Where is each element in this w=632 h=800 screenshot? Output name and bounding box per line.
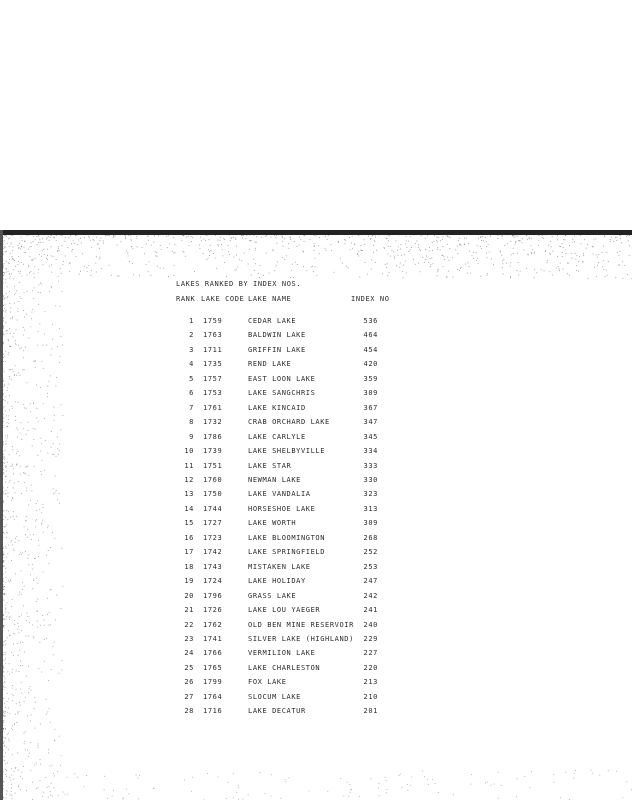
lake-name-cell: LAKE VANDALIA — [248, 490, 311, 499]
table-row — [0, 331, 632, 343]
rank-cell: 28 — [184, 707, 194, 716]
rank-cell: 27 — [184, 692, 194, 701]
table-row — [0, 563, 632, 575]
rank-cell: 8 — [189, 418, 194, 427]
index-no-cell: 201 — [363, 707, 378, 716]
index-no-cell: 210 — [363, 692, 378, 701]
lake-name-cell: HORSESHOE LAKE — [248, 504, 316, 513]
rank-cell: 14 — [184, 504, 194, 513]
index-no-cell: 309 — [363, 389, 378, 398]
index-no-cell: 347 — [363, 418, 378, 427]
rank-cell: 25 — [184, 663, 194, 672]
index-no-cell: 309 — [363, 519, 378, 528]
rank-cell: 15 — [184, 519, 194, 528]
table-row — [0, 548, 632, 560]
table-row — [0, 433, 632, 445]
lake-name-cell: LAKE BLOOMINGTON — [248, 533, 326, 542]
lake-name-cell: LAKE KINCAID — [248, 403, 306, 412]
table-row — [0, 447, 632, 459]
index-no-cell: 268 — [363, 533, 378, 542]
lake-code-cell: 1727 — [203, 519, 223, 528]
index-no-cell: 313 — [363, 504, 378, 513]
lake-name-cell: BALDWIN LAKE — [248, 331, 306, 340]
lake-code-cell: 1759 — [203, 317, 223, 325]
lake-code-cell: 1796 — [203, 591, 223, 600]
report-title: LAKES RANKED BY INDEX NOS. — [176, 280, 302, 288]
lake-code-cell: 1761 — [203, 403, 223, 412]
lake-name-cell: CRAB ORCHARD LAKE — [248, 418, 330, 427]
lake-code-cell: 1757 — [203, 374, 223, 383]
rank-cell: 1 — [189, 317, 194, 325]
index-no-cell: 359 — [363, 374, 378, 383]
rank-cell: 19 — [184, 577, 194, 586]
lake-name-cell: GRIFFIN LAKE — [248, 345, 306, 354]
table-row — [0, 693, 632, 705]
index-no-cell: 241 — [363, 606, 378, 614]
lake-code-cell: 1765 — [203, 663, 223, 672]
rank-cell: 7 — [189, 403, 194, 412]
rank-cell: 23 — [184, 634, 194, 643]
rank-cell: 3 — [189, 345, 194, 354]
index-no-cell: 252 — [363, 548, 378, 557]
header-rank: RANK — [176, 295, 196, 303]
rank-cell: 16 — [184, 533, 194, 542]
lake-code-cell: 1763 — [203, 331, 223, 340]
rank-cell: 9 — [189, 432, 194, 441]
table-row — [0, 490, 632, 502]
index-no-cell: 240 — [363, 620, 378, 629]
lake-name-cell: LAKE SHELBYVILLE — [248, 447, 326, 455]
index-no-cell: 227 — [363, 649, 378, 658]
header-lake-name: LAKE NAME — [248, 295, 292, 303]
rank-cell: 13 — [184, 490, 194, 499]
index-no-cell: 333 — [363, 461, 378, 470]
rank-cell: 5 — [189, 374, 194, 383]
index-no-cell: 536 — [363, 317, 378, 325]
lake-code-cell: 1735 — [203, 360, 223, 369]
lake-name-cell: GRASS LAKE — [248, 591, 297, 600]
table-row — [0, 678, 632, 690]
table-row — [0, 404, 632, 416]
lake-code-cell: 1716 — [203, 707, 223, 716]
table-row — [0, 505, 632, 517]
lake-code-cell: 1760 — [203, 475, 223, 484]
lake-name-cell: LAKE DECATUR — [248, 707, 306, 716]
lake-code-cell: 1743 — [203, 562, 223, 571]
lake-name-cell: LAKE CARLYLE — [248, 432, 306, 441]
rank-cell: 6 — [189, 389, 194, 398]
index-no-cell: 420 — [363, 360, 378, 369]
lake-code-cell: 1739 — [203, 447, 223, 455]
table-row — [0, 606, 632, 618]
lake-code-cell: 1750 — [203, 490, 223, 499]
lake-name-cell: FOX LAKE — [248, 678, 287, 687]
table-row — [0, 635, 632, 647]
lake-name-cell: LAKE WORTH — [248, 519, 297, 528]
lake-code-cell: 1753 — [203, 389, 223, 398]
lake-name-cell: VERMILION LAKE — [248, 649, 316, 658]
index-no-cell: 334 — [363, 447, 378, 455]
table-row — [0, 375, 632, 387]
table-row — [0, 418, 632, 430]
rank-cell: 10 — [184, 447, 194, 455]
header-lake-code: LAKE CODE — [201, 295, 245, 303]
lake-code-cell: 1742 — [203, 548, 223, 557]
lake-code-cell: 1744 — [203, 504, 223, 513]
rank-cell: 18 — [184, 562, 194, 571]
index-no-cell: 464 — [363, 331, 378, 340]
lake-name-cell: MISTAKEN LAKE — [248, 562, 311, 571]
lake-name-cell: EAST LOON LAKE — [248, 374, 316, 383]
index-no-cell: 253 — [363, 562, 378, 571]
lake-code-cell: 1711 — [203, 345, 223, 354]
lake-name-cell: SLOCUM LAKE — [248, 692, 301, 701]
index-no-cell: 345 — [363, 432, 378, 441]
lake-code-cell: 1762 — [203, 620, 223, 629]
lake-code-cell: 1751 — [203, 461, 223, 470]
table-row — [0, 389, 632, 401]
index-no-cell: 330 — [363, 475, 378, 484]
lake-name-cell: LAKE SPRINGFIELD — [248, 548, 326, 557]
index-no-cell: 213 — [363, 678, 378, 687]
lake-name-cell: LAKE LOU YAEGER — [248, 606, 321, 614]
table-row — [0, 462, 632, 474]
lake-code-cell: 1732 — [203, 418, 223, 427]
table-row — [0, 621, 632, 633]
header-index-no: INDEX NO — [351, 295, 390, 303]
rank-cell: 4 — [189, 360, 194, 369]
index-no-cell: 242 — [363, 591, 378, 600]
lake-code-cell: 1786 — [203, 432, 223, 441]
rank-cell: 26 — [184, 678, 194, 687]
index-no-cell: 220 — [363, 663, 378, 672]
lake-code-cell: 1741 — [203, 634, 223, 643]
table-row — [0, 476, 632, 488]
rank-cell: 17 — [184, 548, 194, 557]
lake-name-cell: OLD BEN MINE RESERVOIR — [248, 620, 354, 629]
rank-cell: 12 — [184, 475, 194, 484]
index-no-cell: 229 — [363, 634, 378, 643]
table-row — [0, 592, 632, 604]
rank-cell: 2 — [189, 331, 194, 340]
lake-name-cell: NEWMAN LAKE — [248, 475, 301, 484]
lake-name-cell: LAKE STAR — [248, 461, 292, 470]
index-no-cell: 323 — [363, 490, 378, 499]
lake-code-cell: 1764 — [203, 692, 223, 701]
lake-name-cell: LAKE HOLIDAY — [248, 577, 306, 586]
lake-name-cell: SILVER LAKE (HIGHLAND) — [248, 634, 354, 643]
index-no-cell: 247 — [363, 577, 378, 586]
rank-cell: 11 — [184, 461, 194, 470]
table-row — [0, 649, 632, 661]
lake-code-cell: 1726 — [203, 606, 223, 614]
table-row — [0, 519, 632, 531]
rank-cell: 20 — [184, 591, 194, 600]
table-row — [0, 664, 632, 676]
table-row — [0, 577, 632, 589]
lake-code-cell: 1724 — [203, 577, 223, 586]
lake-code-cell: 1799 — [203, 678, 223, 687]
lake-name-cell: LAKE SANGCHRIS — [248, 389, 316, 398]
lake-name-cell: CEDAR LAKE — [248, 317, 297, 325]
rank-cell: 22 — [184, 620, 194, 629]
table-row — [0, 707, 632, 719]
lake-name-cell: LAKE CHARLESTON — [248, 663, 321, 672]
index-no-cell: 367 — [363, 403, 378, 412]
lake-code-cell: 1766 — [203, 649, 223, 658]
table-row — [0, 317, 632, 329]
index-no-cell: 454 — [363, 345, 378, 354]
table-row — [0, 346, 632, 358]
lake-code-cell: 1723 — [203, 533, 223, 542]
table-row — [0, 360, 632, 372]
rank-cell: 24 — [184, 649, 194, 658]
table-row — [0, 534, 632, 546]
rank-cell: 21 — [184, 606, 194, 614]
lake-name-cell: REND LAKE — [248, 360, 292, 369]
